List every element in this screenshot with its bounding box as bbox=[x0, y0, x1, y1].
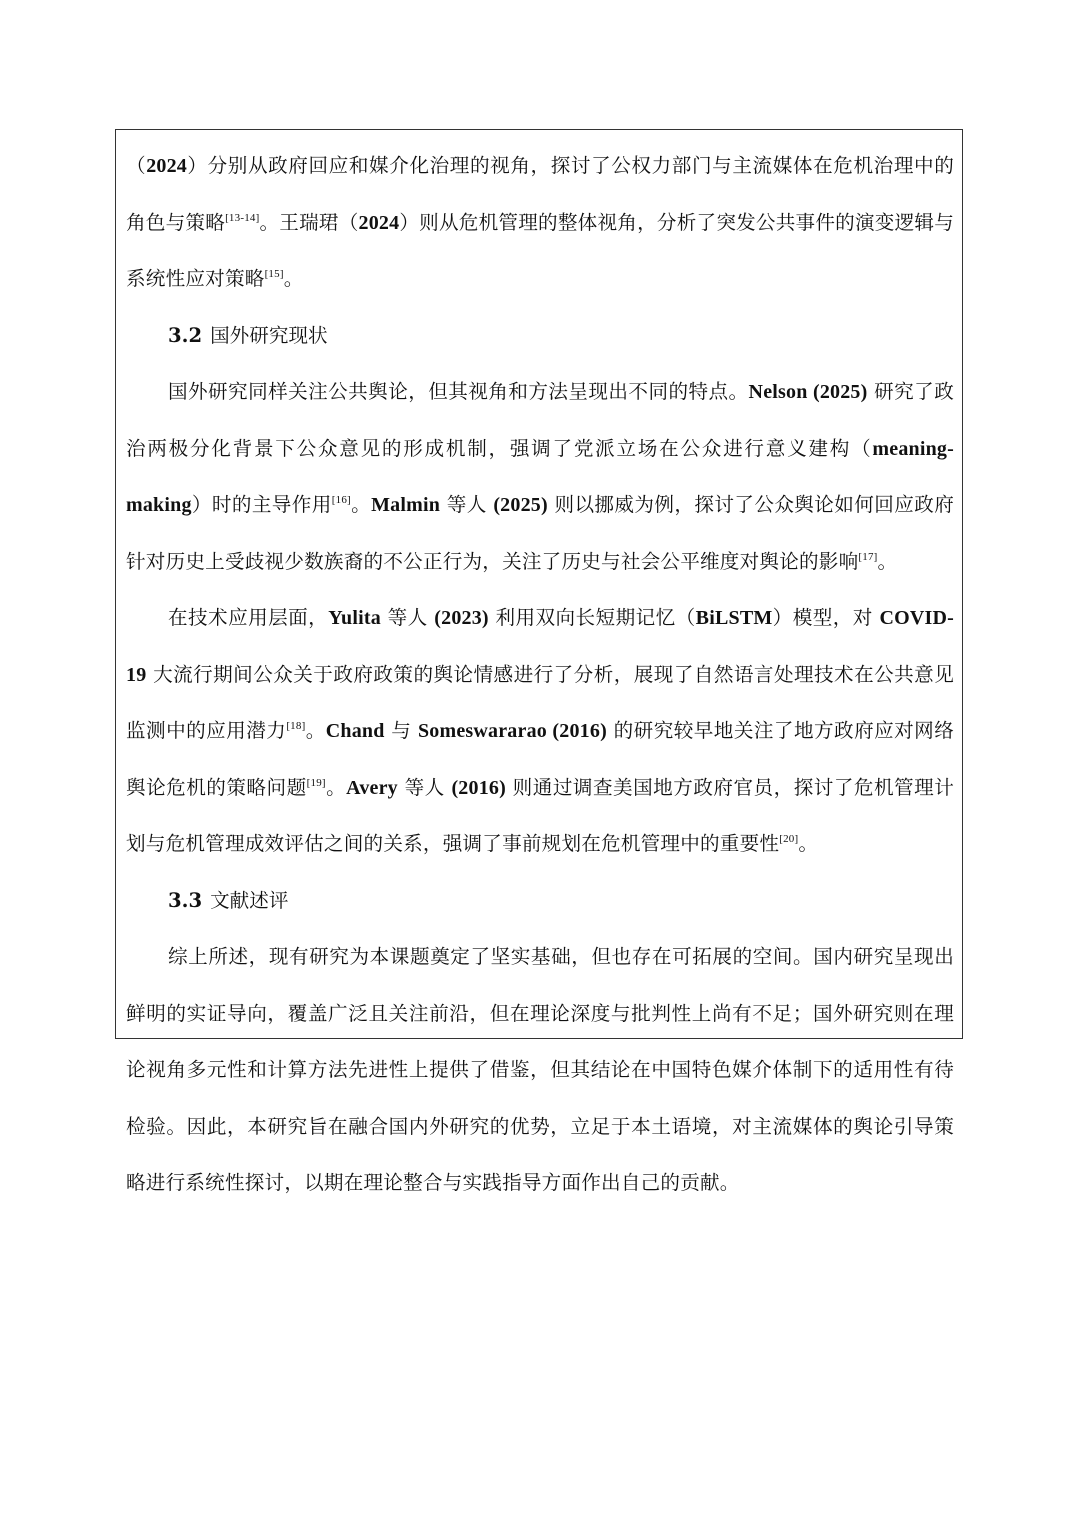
citation-18: [18] bbox=[286, 720, 306, 732]
section-title: 文献述评 bbox=[210, 888, 289, 912]
paragraph-technical-application: 在技术应用层面，Yulita 等人 (2023) 利用双向长短期记忆（BiLSTM）模型，对 COVID-19 大流行期间公众关于政府政策的舆论情感进行了分析，展现了自然语言处理技术在公共意见监测中的应用潜力[18]。Chand 与 Someswararao (2016) 的研究较早地关注了地方政府应对网络舆论危机的策略问题[19]。Avery 等人 (2016) 则通过调查美国地方政府官员，探讨了危机管理计划与危机管理成效评估之间的关系，强调了事前规划在危机管理中的重要性[20]。 bbox=[126, 606, 955, 855]
section-title: 国外研究现状 bbox=[210, 323, 328, 347]
citation-13-14: [13-14] bbox=[225, 211, 260, 224]
section-number: 3.2 bbox=[168, 323, 203, 347]
paragraph-literature-review: 综上所述，现有研究为本课题奠定了坚实基础，但也存在可拓展的空间。国内研究呈现出鲜明的实证导向，覆盖广泛且关注前沿，但在理论深度与批判性上尚有不足；国外研究则在理论视角多元性和计算方法先进性上提供了借鉴，但其结论在中国特色媒介体制下的适用性有待检验。因此，本研究旨在融合国内外研究的优势，立足于本土语境，对主流媒体的舆论引导策略进行系统性探讨，以期在理论整合与实践指导方面作出自己的贡献。 bbox=[126, 945, 954, 1194]
paragraph-domestic-research-cont: （2024）分别从政府回应和媒介化治理的视角，探讨了公权力部门与主流媒体在危机治理中的角色与策略[13-14]。王瑞珺（2024）则从危机管理的整体视角，分析了突发公共事件的演变逻辑与系统性应对策略[15]。 bbox=[126, 154, 955, 290]
citation-15: [15] bbox=[264, 268, 284, 280]
citation-16: [16] bbox=[331, 494, 351, 506]
citation-17: [17] bbox=[858, 550, 878, 563]
section-heading-3-3 bbox=[126, 873, 954, 930]
section-number: 3.3 bbox=[168, 888, 203, 912]
paragraph-foreign-research: 国外研究同样关注公共舆论，但其视角和方法呈现出不同的特点。Nelson (2025) 研究了政治两极分化背景下公众意见的形成机制，强调了党派立场在公众进行意义建构（meaning-making）时的主导作用[16]。Malmin 等人 (2025) 则以挪威为例，探讨了公众舆论如何回应政府针对历史上受歧视少数族裔的不公正行为，关注了历史与社会公平维度对舆论的影响[17]。 bbox=[126, 380, 954, 573]
section-heading-3-2 bbox=[126, 308, 954, 365]
document-body bbox=[126, 138, 954, 1212]
citation-20: [20] bbox=[779, 833, 799, 845]
content-frame bbox=[115, 129, 963, 1194]
citation-19: [19] bbox=[306, 776, 326, 789]
